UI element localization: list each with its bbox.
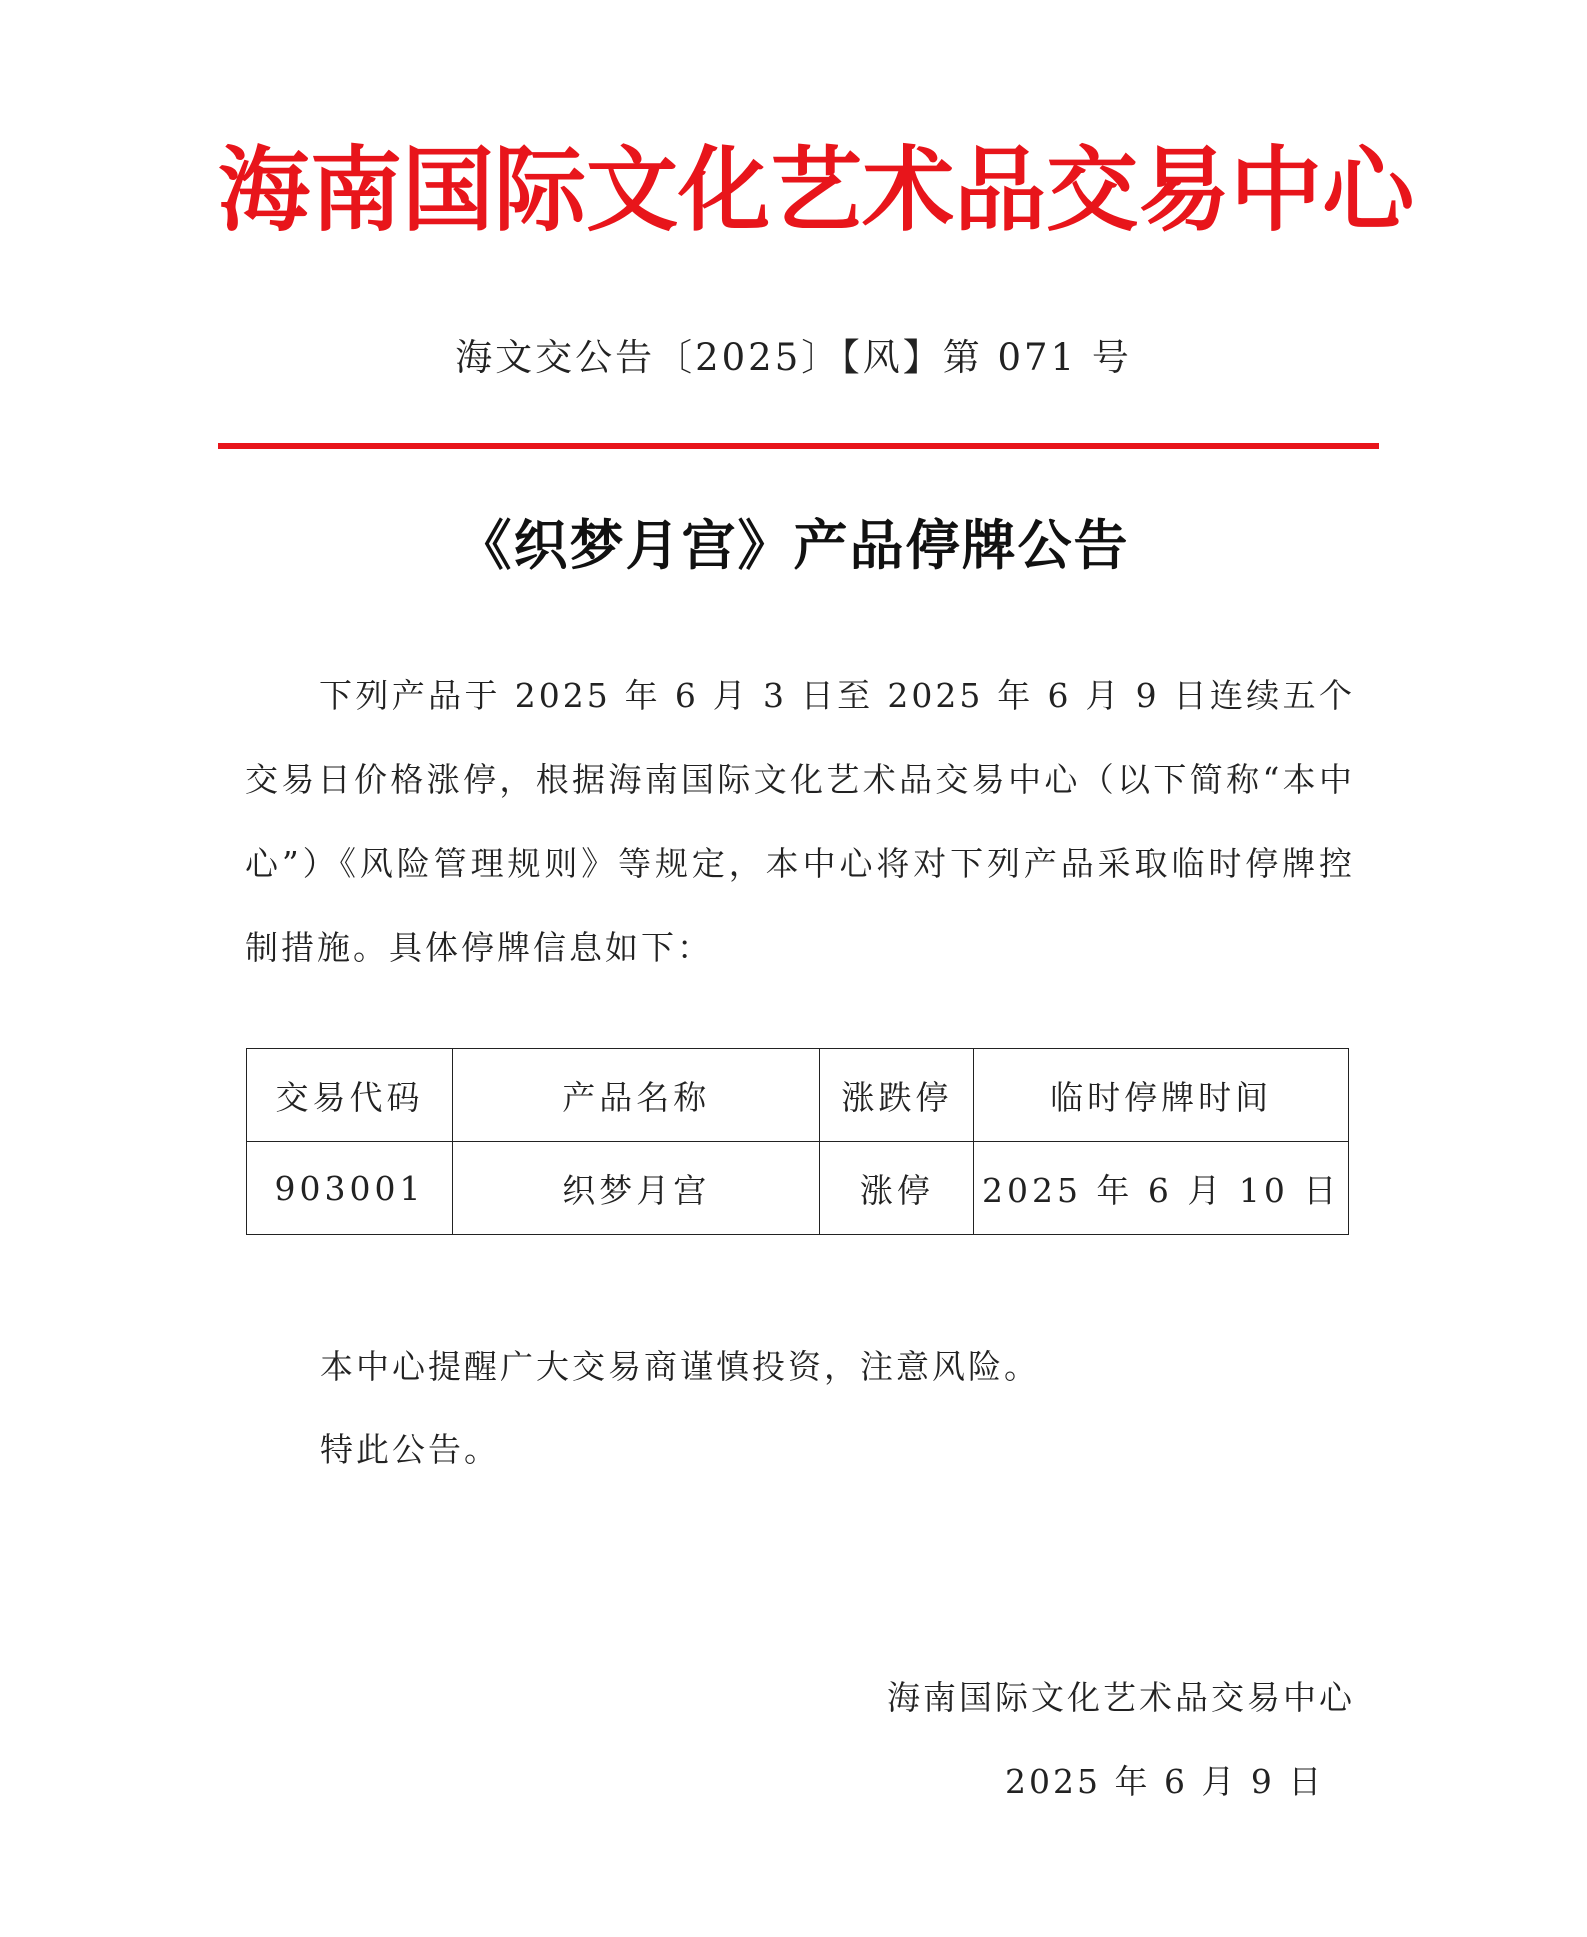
- header-limit-status: 涨跌停: [820, 1049, 974, 1142]
- signature-organization: 海南国际文化艺术品交易中心: [887, 1678, 1355, 1717]
- table-row: [247, 1142, 1349, 1235]
- cell-trade-code: 903001: [247, 1142, 453, 1235]
- header-product-name: 产品名称: [452, 1049, 820, 1142]
- cell-product-name: 织梦月宫: [452, 1142, 820, 1235]
- header-char: 交: [1046, 136, 1139, 244]
- header-suspension-time: 临时停牌时间: [974, 1049, 1349, 1142]
- header-divider: [218, 443, 1379, 449]
- header-char: 艺: [770, 136, 863, 244]
- notice-title: 《织梦月宫》产品停牌公告: [457, 513, 1130, 577]
- header-char: 国: [402, 136, 495, 244]
- organization-header: [218, 130, 1415, 250]
- table-header-row: [247, 1049, 1349, 1142]
- header-char: 文: [586, 136, 679, 244]
- sign-off: 特此公告。: [320, 1430, 500, 1469]
- notice-body: 下列产品于 2025 年 6 月 3 日至 2025 年 6 月 9 日连续五个交易日价格涨停，根据海南国际文化艺术品交易中心（以下简称“本中心”）《风险管理规则》等规定，本中心将对下列产品采取临时停牌控制措施。具体停牌信息如下：: [245, 676, 1355, 967]
- risk-reminder: 本中心提醒广大交易商谨慎投资，注意风险。: [320, 1347, 1040, 1386]
- header-char: 术: [862, 136, 955, 244]
- header-char: 中: [1230, 136, 1323, 244]
- suspension-table: [246, 1048, 1349, 1235]
- cell-suspension-time: 2025 年 6 月 10 日: [974, 1142, 1349, 1235]
- header-char: 化: [678, 136, 771, 244]
- header-char: 南: [310, 136, 403, 244]
- header-char: 海: [218, 136, 311, 244]
- header-char: 易: [1138, 136, 1231, 244]
- document-number: 海文交公告〔2025〕【风】第 071 号: [455, 336, 1132, 379]
- signature-date: 2025 年 6 月 9 日: [1005, 1762, 1325, 1801]
- header-char: 心: [1322, 136, 1415, 244]
- header-char: 品: [954, 136, 1047, 244]
- header-trade-code: 交易代码: [247, 1049, 453, 1142]
- header-char: 际: [494, 136, 587, 244]
- cell-limit-status: 涨停: [820, 1142, 974, 1235]
